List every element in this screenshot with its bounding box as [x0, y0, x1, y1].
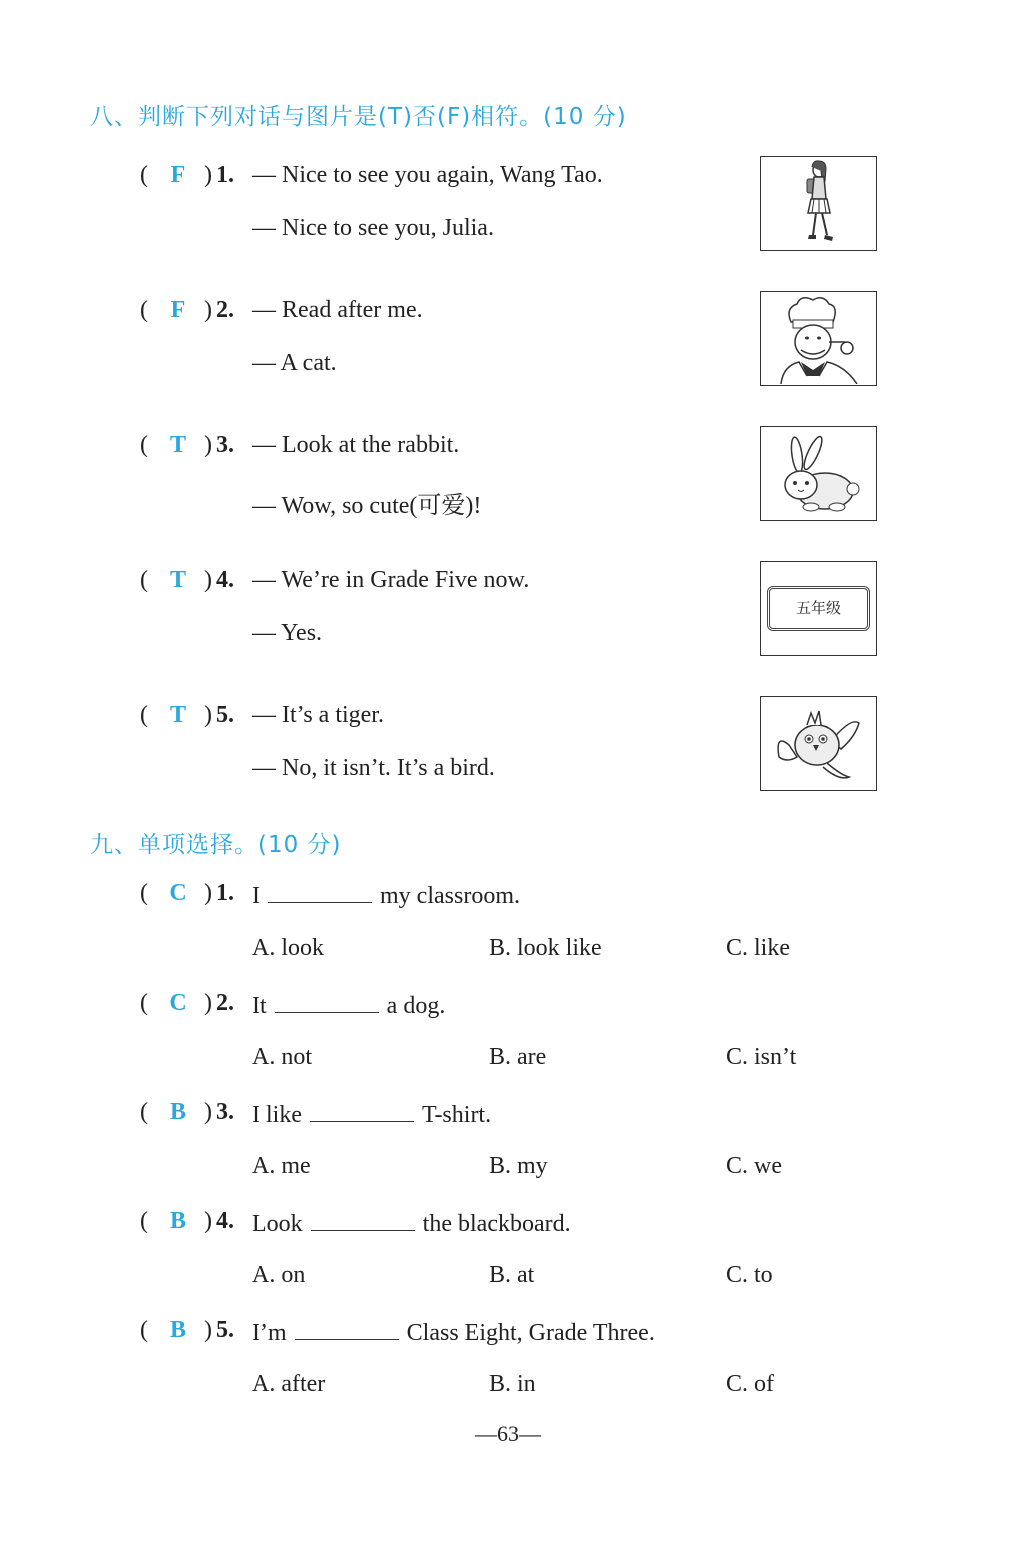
dialogue-line-1: — Read after me.: [252, 297, 423, 323]
option-a: A. not: [252, 1044, 312, 1070]
paren-open: (: [140, 567, 148, 593]
option-a: A. on: [252, 1262, 306, 1288]
answer-blank: [275, 990, 379, 1013]
page-number: —63—: [475, 1421, 541, 1446]
question-text: [252, 1208, 571, 1238]
option-c: C. isn’t: [726, 1044, 797, 1070]
option-b: B. look like: [489, 935, 602, 961]
paren-open: (: [140, 297, 148, 323]
question-pre: Look: [252, 1211, 303, 1237]
dialogue-line-2: — Nice to see you, Julia.: [252, 215, 494, 241]
grade-sign-picture: [760, 561, 877, 656]
option-b: B. in: [489, 1371, 536, 1397]
question-post: the blackboard.: [422, 1211, 571, 1237]
question-post: T-shirt.: [421, 1102, 492, 1128]
question-number: 3.: [216, 1099, 234, 1125]
answer-mark: T: [169, 702, 186, 728]
question-pre: I: [252, 883, 260, 909]
option-b: B. my: [489, 1153, 548, 1179]
answer-blank: [311, 1208, 415, 1231]
answer-mark: T: [169, 432, 186, 458]
bird-icon: [761, 697, 875, 789]
answer-mark: B: [169, 1317, 186, 1343]
paren-open: (: [140, 880, 148, 906]
section-9-title: 九、单项选择。(10 分): [90, 832, 342, 858]
answer-mark: B: [169, 1208, 186, 1234]
question-number: 4.: [216, 567, 234, 593]
girl-picture: [760, 156, 877, 251]
paren-open: (: [140, 990, 148, 1016]
dialogue-line-1: — Nice to see you again, Wang Tao.: [252, 162, 603, 188]
paren-close: ): [204, 567, 212, 593]
answer-mark: F: [170, 162, 186, 188]
option-b: B. are: [489, 1044, 547, 1070]
answer-mark: F: [170, 297, 186, 323]
option-c: C. we: [726, 1153, 782, 1179]
option-c: C. to: [726, 1262, 773, 1288]
answer-blank: [268, 880, 372, 903]
option-b: B. at: [489, 1262, 535, 1288]
option-a: A. after: [252, 1371, 326, 1397]
question-number: 4.: [216, 1208, 234, 1234]
paren-open: (: [140, 432, 148, 458]
bird-picture: [760, 696, 877, 791]
answer-mark: C: [169, 880, 187, 906]
paren-open: (: [140, 702, 148, 728]
paren-close: ): [204, 1208, 212, 1234]
paren-close: ): [204, 1317, 212, 1343]
question-text: [252, 1317, 655, 1347]
question-pre: It: [252, 993, 267, 1019]
girl-walking-icon: [761, 157, 875, 249]
paren-close: ): [204, 702, 212, 728]
paren-close: ): [204, 162, 212, 188]
paren-close: ): [204, 990, 212, 1016]
paren-close: ): [204, 880, 212, 906]
option-a: A. look: [252, 935, 324, 961]
paren-close: ): [204, 297, 212, 323]
rabbit-icon: [761, 427, 875, 519]
option-c: C. like: [726, 935, 790, 961]
question-post: Class Eight, Grade Three.: [406, 1320, 655, 1346]
paren-open: (: [140, 1099, 148, 1125]
dialogue-line-2: — Yes.: [252, 620, 323, 646]
question-pre: I’m: [252, 1320, 287, 1346]
question-text: [252, 880, 520, 910]
answer-mark: C: [169, 990, 187, 1016]
question-number: 5.: [216, 1317, 234, 1343]
dialogue-line-2: — A cat.: [252, 350, 337, 376]
question-number: 2.: [216, 990, 234, 1016]
paren-open: (: [140, 1317, 148, 1343]
question-number: 1.: [216, 880, 234, 906]
paren-close: ): [204, 432, 212, 458]
question-text: [252, 990, 445, 1020]
grade-sign: 五年级: [767, 586, 870, 631]
answer-mark: B: [169, 1099, 186, 1125]
dialogue-line-1: — Look at the rabbit.: [252, 432, 460, 458]
option-c: C. of: [726, 1371, 774, 1397]
dialogue-line-1: — It’s a tiger.: [252, 702, 384, 728]
question-number: 1.: [216, 162, 234, 188]
question-number: 3.: [216, 432, 234, 458]
question-pre: I like: [252, 1102, 302, 1128]
option-a: A. me: [252, 1153, 311, 1179]
dialogue-line-2: — No, it isn’t. It’s a bird.: [252, 755, 495, 781]
section-8-title: 八、判断下列对话与图片是(T)否(F)相符。(10 分): [90, 104, 627, 130]
question-number: 5.: [216, 702, 234, 728]
dialogue-line-1: — We’re in Grade Five now.: [252, 567, 530, 593]
paren-open: (: [140, 162, 148, 188]
chef-picture: [760, 291, 877, 386]
answer-mark: T: [169, 567, 186, 593]
rabbit-picture: [760, 426, 877, 521]
paren-close: ): [204, 1099, 212, 1125]
answer-blank: [310, 1099, 414, 1122]
question-post: my classroom.: [380, 883, 520, 909]
answer-blank: [295, 1317, 399, 1340]
question-post: a dog.: [386, 993, 446, 1019]
paren-open: (: [140, 1208, 148, 1234]
chef-tasting-icon: [761, 292, 875, 384]
question-text: [252, 1099, 491, 1129]
question-number: 2.: [216, 297, 234, 323]
dialogue-line-2: — Wow, so cute(可爱)!: [252, 493, 482, 519]
